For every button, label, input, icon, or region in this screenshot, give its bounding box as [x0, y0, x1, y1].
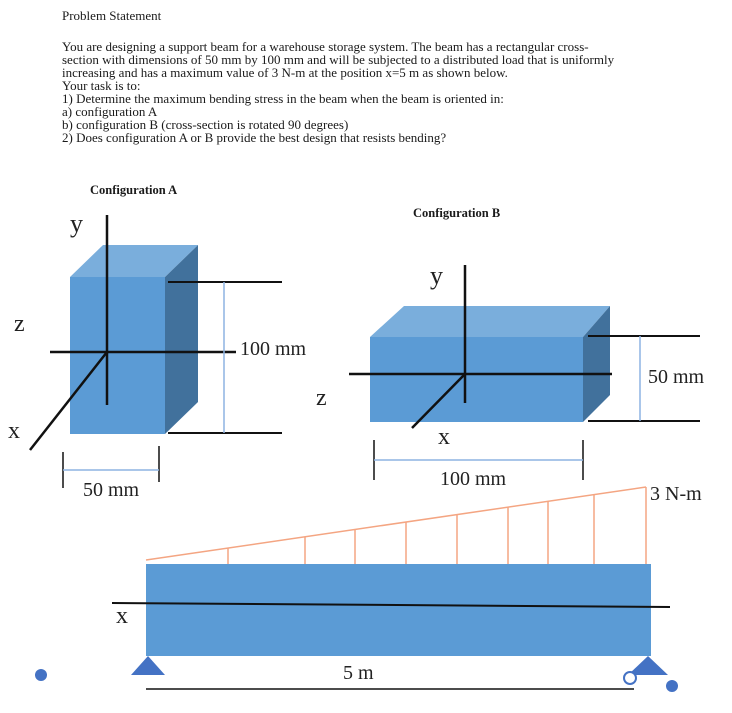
config-b-width-label: 100 mm: [440, 468, 507, 490]
task-intro: Your task is to:: [62, 78, 141, 93]
beam-body: [146, 564, 651, 656]
beam-x-label: x: [116, 603, 128, 629]
config-b-y-label: y: [430, 261, 443, 290]
config-a-title: Configuration A: [90, 183, 178, 197]
config-b-x-label: x: [438, 424, 450, 450]
problem-heading: Problem Statement: [62, 8, 162, 23]
config-b-height-label: 50 mm: [648, 366, 705, 388]
config-a-box-side: [165, 245, 198, 434]
config-b-z-label: z: [316, 385, 327, 411]
task-item-a: a) configuration A: [62, 104, 158, 119]
task-item-2: 2) Does configuration A or B provide the best design that resists bending?: [62, 130, 447, 145]
config-b-box-top: [370, 306, 610, 337]
config-a-height-label: 100 mm: [240, 338, 307, 360]
right-roller-support: [628, 656, 668, 675]
paragraph-line-1: You are designing a support beam for a warehouse storage system. The beam has a rectangular cross-: [62, 39, 589, 54]
config-a-box: [70, 245, 198, 434]
task-item-b: b) configuration B (cross-section is rotated 90 degrees): [62, 117, 349, 132]
config-b-title: Configuration B: [413, 206, 501, 220]
config-a-width-label: 50 mm: [83, 479, 140, 501]
beam-length-label: 5 m: [343, 662, 374, 684]
config-a-z-label: z: [14, 311, 25, 337]
config-b-box: [370, 306, 610, 422]
config-a-x-label: x: [8, 418, 20, 444]
paragraph-line-2: section with dimensions of 50 mm by 100 mm and will be subjected to a distributed load that is uniformly: [62, 52, 615, 67]
load-envelope: [146, 487, 646, 560]
load-max-label: 3 N-m: [650, 483, 702, 505]
roller-wheel: [624, 672, 636, 684]
paragraph-line-3: increasing and has a maximum value of 3 N-m at the position x=5 m as shown below.: [62, 65, 508, 80]
right-dot: [666, 680, 678, 692]
task-item-1: 1) Determine the maximum bending stress in the beam when the beam is oriented in:: [62, 91, 504, 106]
config-b-box-front: [370, 337, 583, 422]
distributed-load: [146, 487, 646, 564]
left-pin-support: [131, 656, 165, 675]
config-a-box-front: [70, 277, 165, 434]
config-a-y-label: y: [70, 209, 83, 238]
left-dot: [35, 669, 47, 681]
